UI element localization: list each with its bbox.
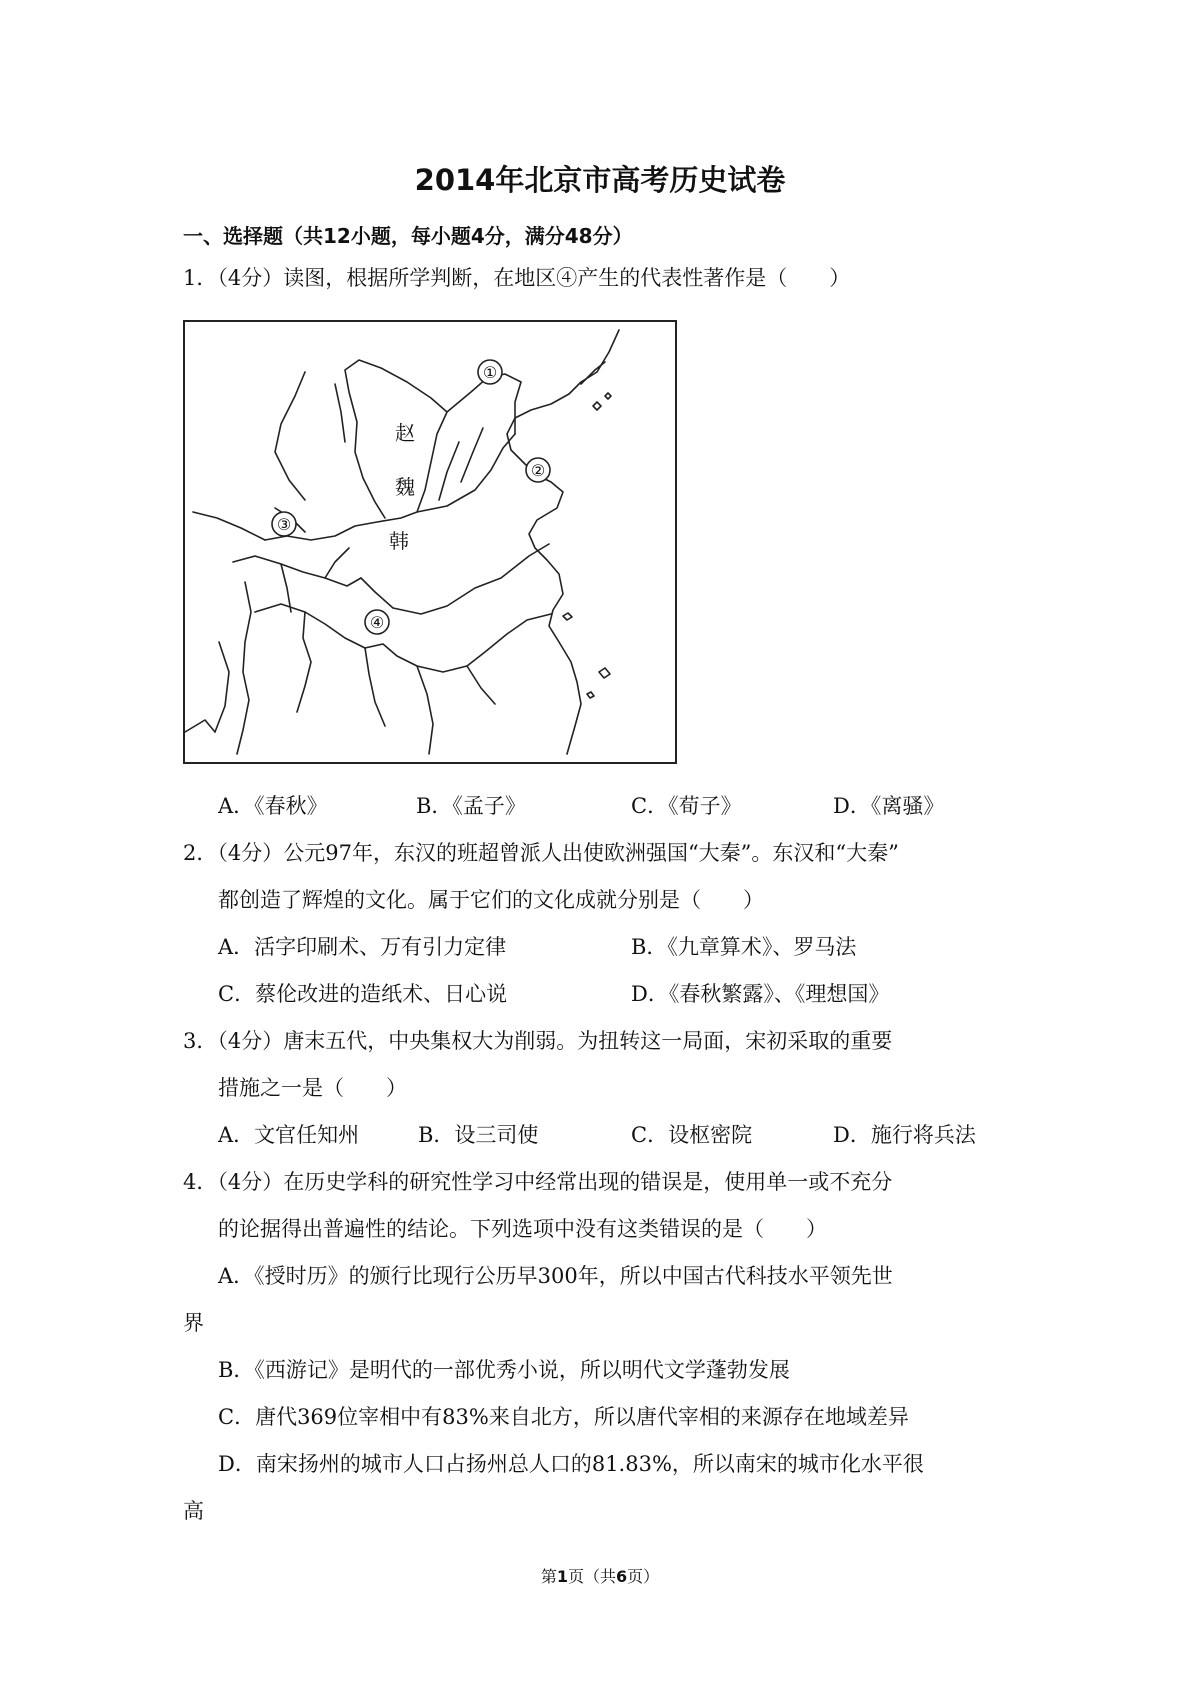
exam-title: 2014年北京市高考历史试卷 [414,163,786,197]
page-footer [0,1564,1200,1587]
question-1-stem: 1．（4分）读图，根据所学判断，在地区④产生的代表性著作是（ ） [183,266,851,290]
marker-2-label: ② [530,461,546,480]
footer-suffix: 页） [627,1567,660,1586]
q3-option-c: C．设枢密院 [631,1123,753,1147]
q2-option-b: B．《九章算术》、罗马法 [631,935,857,959]
question-2-stem-line1: 2．（4分）公元97年，东汉的班超曾派人出使欧洲强国“大秦”。东汉和“大秦” [183,841,899,865]
state-label-wei: 魏 [395,475,415,499]
marker-1-label: ① [482,363,498,382]
q1-option-d: D．《离骚》 [833,794,945,818]
footer-page-number: 1 [556,1567,568,1586]
state-label-zhao: 赵 [395,421,415,445]
q2-option-c: C．蔡伦改进的造纸术、日心说 [218,982,508,1006]
question-4-stem-line1: 4．（4分）在历史学科的研究性学习中经常出现的错误是，使用单一或不充分 [183,1170,893,1194]
q3-option-a: A．文官任知州 [218,1123,360,1147]
q4-option-d-line1: D．南宋扬州的城市人口占扬州总人口的81.83%，所以南宋的城市化水平很 [218,1452,924,1476]
q4-option-c: C．唐代369位宰相中有83%来自北方，所以唐代宰相的来源存在地域差异 [218,1405,909,1429]
question-4-stem-line2: 的论据得出普遍性的结论。下列选项中没有这类错误的是（ ） [218,1217,827,1241]
marker-3-label: ③ [276,515,292,534]
footer-prefix: 第 [540,1567,557,1586]
q4-option-a-line1: A．《授时历》的颁行比现行公历早300年，所以中国古代科技水平领先世 [218,1264,893,1288]
question-3-stem-line1: 3．（4分）唐末五代，中央集权大为削弱。为扭转这一局面，宋初采取的重要 [183,1029,893,1053]
section-heading: 一、选择题（共12小题，每小题4分，满分48分） [183,224,633,248]
river-map-figure [185,322,675,762]
question-3-stem-line2: 措施之一是（ ） [218,1076,407,1100]
q4-option-d-line2: 高 [183,1499,204,1523]
q1-option-a: A．《春秋》 [218,794,328,818]
footer-total-pages: 6 [616,1567,628,1586]
q1-option-c: C．《荀子》 [631,794,742,818]
question-2-stem-line2: 都创造了辉煌的文化。属于它们的文化成就分别是（ ） [218,888,764,912]
q4-option-b: B．《西游记》是明代的一部优秀小说，所以明代文学蓬勃发展 [218,1358,790,1382]
state-label-han: 韩 [389,529,409,553]
q2-option-d: D．《春秋繁露》、《理想国》 [631,982,890,1006]
q3-option-b: B．设三司使 [418,1123,539,1147]
q2-option-a: A．活字印刷术、万有引力定律 [218,935,507,959]
q4-option-a-line2: 界 [183,1311,204,1335]
warring-states-map [183,320,677,764]
q1-option-b: B．《孟子》 [416,794,526,818]
q3-option-d: D．施行将兵法 [833,1123,976,1147]
marker-4-label: ④ [369,613,385,632]
footer-middle: 页（共 [567,1567,616,1586]
